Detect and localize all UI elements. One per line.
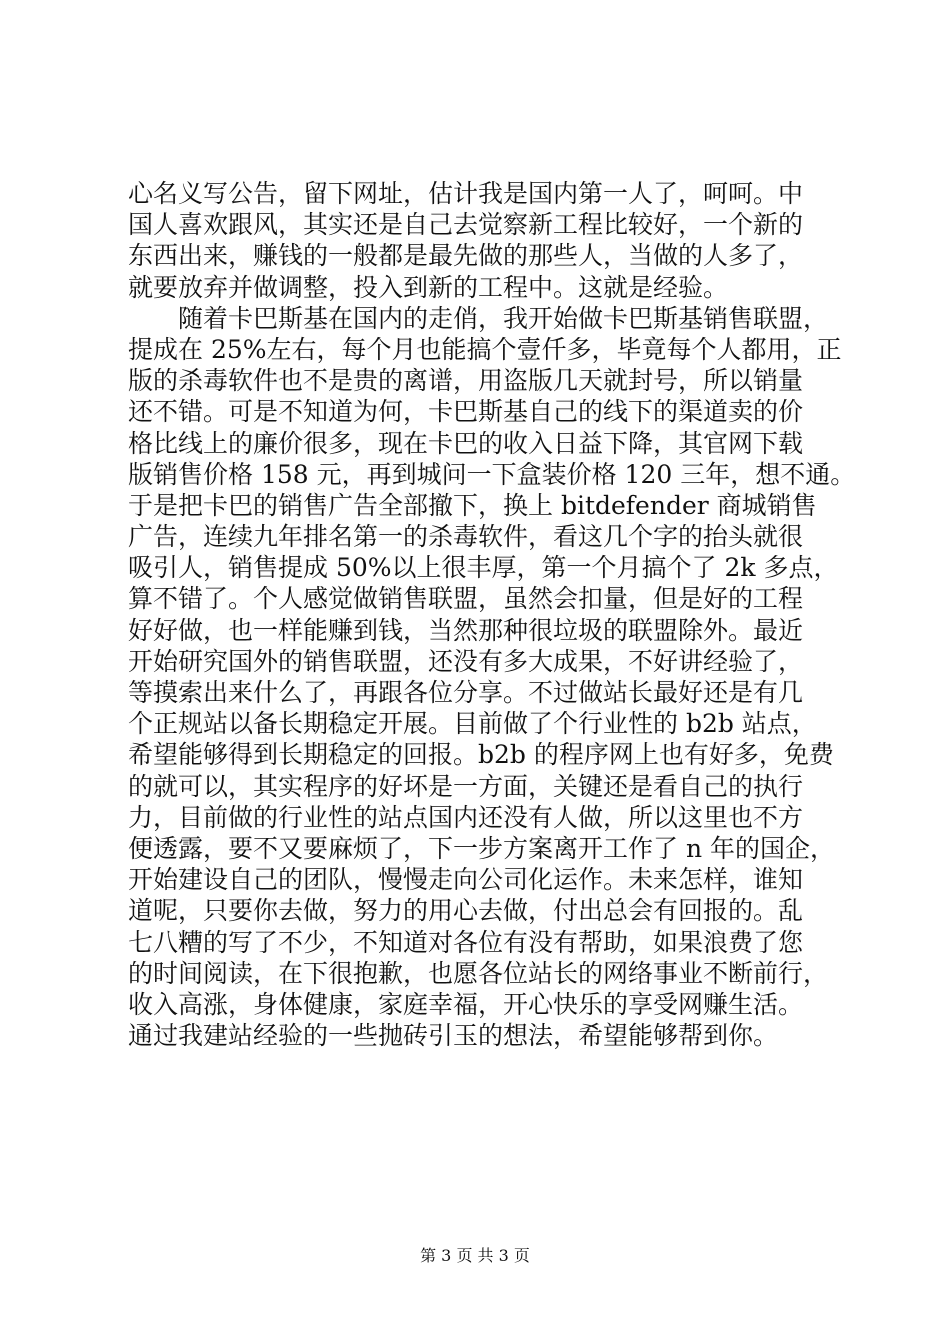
text-line: 国人喜欢跟风，其实还是自己去觉察新工程比较好，一个新的	[128, 210, 804, 240]
text-line: 力，目前做的行业性的站点国内还没有人做，所以这里也不方	[128, 802, 804, 832]
text-line: 的就可以，其实程序的好坏是一方面，关键还是看自己的执行	[128, 771, 804, 801]
text-line: 版的杀毒软件也不是贵的离谱，用盗版几天就封号，所以销量	[128, 366, 804, 396]
text-line: 的时间阅读，在下很抱歉，也愿各位站长的网络事业不断前行，	[128, 958, 829, 988]
text-line: 格比线上的廉价很多，现在卡巴的收入日益下降，其官网下载	[128, 428, 804, 458]
text-line: 吸引人，销售提成 50%以上很丰厚，第一个月搞个了 2k 多点，	[128, 553, 839, 583]
body-text	[128, 178, 868, 1051]
text-line: 提成在 25%左右，每个月也能搞个壹仟多，毕竟每个人都用，正	[128, 334, 842, 364]
text-line: 通过我建站经验的一些抛砖引玉的想法，希望能够帮到你。	[128, 1021, 779, 1051]
text-line: 好好做，也一样能赚到钱，当然那种很垃圾的联盟除外。最近	[128, 615, 804, 645]
text-line: 开始研究国外的销售联盟，还没有多大成果，不好讲经验了，	[128, 646, 804, 676]
text-line: 就要放弃并做调整，投入到新的工程中。这就是经验。	[128, 272, 729, 302]
text-line: 便透露，要不又要麻烦了，下一步方案离开工作了 n 年的国企，	[128, 833, 835, 863]
text-line: 算不错了。个人感觉做销售联盟，虽然会扣量，但是好的工程	[128, 584, 804, 614]
text-line: 希望能够得到长期稳定的回报。b2b 的程序网上也有好多，免费	[128, 740, 834, 770]
text-line: 版销售价格 158 元，再到城问一下盒装价格 120 三年，想不通。	[128, 459, 856, 489]
text-line: 等摸索出来什么了，再跟各位分享。不过做站长最好还是有几	[128, 678, 804, 707]
text-line: 广告，连续九年排名第一的杀毒软件，看这几个字的抬头就很	[128, 522, 804, 552]
text-line: 七八糟的写了不少，不知道对各位有没有帮助，如果浪费了您	[128, 927, 804, 957]
text-line: 开始建设自己的团队，慢慢走向公司化运作。未来怎样，谁知	[128, 865, 804, 895]
page-number-footer: 第 3 页 共 3 页	[420, 1246, 530, 1265]
text-line: 道呢，只要你去做，努力的用心去做，付出总会有回报的。乱	[128, 896, 804, 926]
text-line: 东西出来，赚钱的一般都是最先做的那些人，当做的人多了，	[128, 241, 804, 271]
text-line: 于是把卡巴的销售广告全部撤下，换上 bitdefender 商城销售	[128, 490, 817, 520]
text-line: 收入高涨，身体健康，家庭幸福，开心快乐的享受网赚生活。	[128, 989, 804, 1019]
text-line: 还不错。可是不知道为何，卡巴斯基自己的线下的渠道卖的价	[128, 397, 804, 427]
text-line: 随着卡巴斯基在国内的走俏，我开始做卡巴斯基销售联盟，	[128, 303, 829, 333]
text-line: 个正规站以备长期稳定开展。目前做了个行业性的 b2b 站点，	[128, 709, 817, 739]
text-line: 心名义写公告，留下网址，估计我是国内第一人了，呵呵。中	[128, 179, 804, 208]
